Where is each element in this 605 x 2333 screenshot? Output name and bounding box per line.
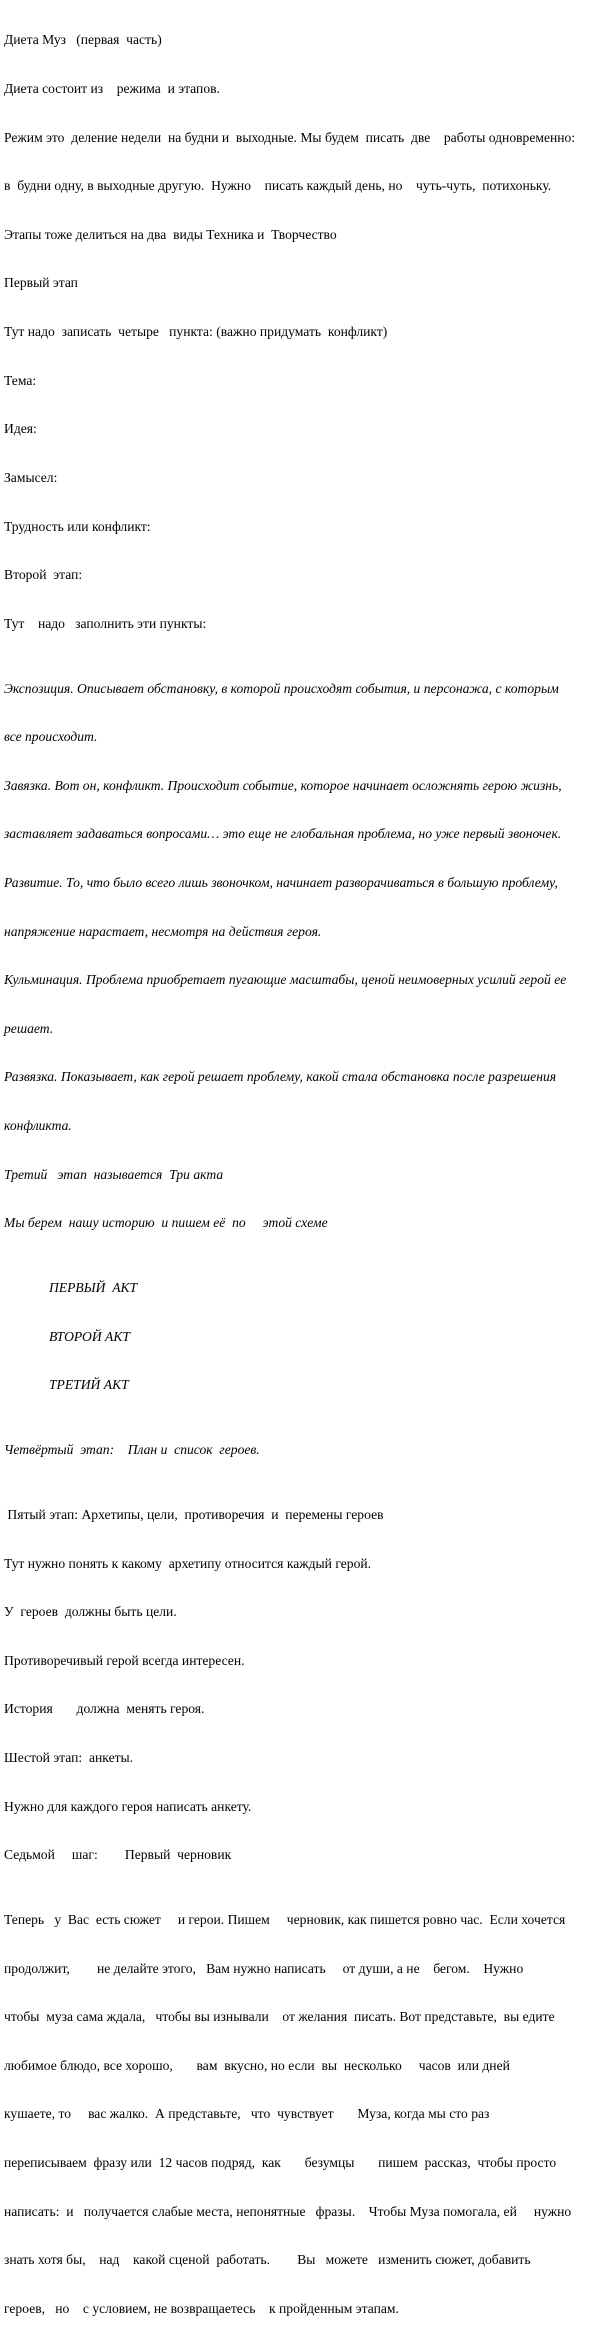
- act-two: ВТОРОЙ АКТ: [49, 1328, 130, 1344]
- italic-line: все происходит.: [4, 729, 98, 745]
- document-page: [4, 0, 602, 2333]
- paragraph-line: знать хотя бы, над какой сценой работать. Вы можете изменить сюжет, добавить: [4, 2252, 531, 2268]
- italic-line: Третий этап называется Три акта: [4, 1166, 224, 1182]
- stage-four-line: Четвёртый этап: План и список героев.: [4, 1442, 260, 1458]
- act-one: ПЕРВЫЙ АКТ: [49, 1280, 138, 1296]
- italic-line: решает.: [4, 1020, 54, 1036]
- text-line: Тут нужно понять к какому архетипу относится каждый герой.: [4, 1555, 372, 1571]
- italic-line: напряжение нарастает, несмотря на действия героя.: [4, 923, 322, 939]
- text-line: Седьмой шаг: Первый черновик: [4, 1847, 232, 1863]
- paragraph-line: любимое блюдо, все хорошо, вам вкусно, но если вы несколько часов или дней: [4, 2057, 510, 2073]
- doc-title: Диета Муз (первая часть): [4, 32, 162, 48]
- paragraph-line: переписываем фразу или 12 часов подряд, как безумцы пишем рассказ, чтобы просто: [4, 2155, 557, 2171]
- field-label: Трудность или конфликт:: [4, 518, 151, 534]
- paragraph-line: продолжит, не делайте этого, Вам нужно написать от души, а не бегом. Нужно: [4, 1960, 524, 1976]
- paragraph-line: написать: и получается слабые места, непонятные фразы. Чтобы Муза помогала, ей нужно: [4, 2203, 572, 2219]
- text-line: Противоречивый герой всегда интересен.: [4, 1652, 245, 1668]
- text-line: Пятый этап: Архетипы, цели, противоречия и перемены героев: [4, 1506, 384, 1522]
- text-line: Диета состоит из режима и этапов.: [4, 81, 220, 97]
- italic-line: конфликта.: [4, 1118, 72, 1134]
- italic-line: заставляет задаваться вопросами… это еще не глобальная проблема, но уже первый звоночек.: [4, 826, 562, 842]
- text-line: Нужно для каждого героя написать анкету.: [4, 1798, 252, 1814]
- text-line: У героев должны быть цели.: [4, 1604, 177, 1620]
- paragraph-line: героев, но с условием, не возвращаетесь к пройденным этапам.: [4, 2300, 399, 2316]
- italic-line: Развитие. То, что было всего лишь звоночком, начинает разворачиваться в большую проблему,: [4, 874, 558, 890]
- text-line: История должна менять героя.: [4, 1701, 205, 1717]
- text-line: Тут надо заполнить эти пункты:: [4, 615, 207, 631]
- italic-line: Кульминация. Проблема приобретает пугающие масштабы, ценой неимоверных усилий герой ее: [4, 972, 567, 988]
- paragraph-line: кушаете, то вас жалко. А представьте, что чувствует Муза, когда мы сто раз: [4, 2106, 490, 2122]
- text-line: Шестой этап: анкеты.: [4, 1749, 134, 1765]
- italic-line: Экспозиция. Описывает обстановку, в которой происходят события, и персонажа, с которым: [4, 680, 559, 696]
- text-line: в будни одну, в выходные другую. Нужно писать каждый день, но чуть-чуть, потихоньку.: [4, 178, 552, 194]
- paragraph-line: Теперь у Вас есть сюжет и герои. Пишем черновик, как пишется ровно час. Если хочется: [4, 1911, 566, 1927]
- section-heading: Второй этап:: [4, 567, 83, 583]
- paragraph-line: чтобы муза сама ждала, чтобы вы изнывали от желания писать. Вот представьте, вы едите: [4, 2009, 555, 2025]
- field-label: Идея:: [4, 421, 37, 437]
- section-heading: Первый этап: [4, 275, 78, 291]
- text-line: Режим это деление недели на будни и выходные. Мы будем писать две работы одновременно:: [4, 129, 576, 145]
- text-line: Тут надо записать четыре пункта: (важно придумать конфликт): [4, 324, 388, 340]
- field-label: Замысел:: [4, 469, 58, 485]
- act-three: ТРЕТИЙ АКТ: [49, 1377, 129, 1393]
- italic-line: Развязка. Показывает, как герой решает проблему, какой стала обстановка после разрешения: [4, 1069, 557, 1085]
- italic-line: Завязка. Вот он, конфликт. Происходит событие, которое начинает осложнять герою жизнь,: [4, 777, 562, 793]
- text-line: Этапы тоже делиться на два виды Техника и Творчество: [4, 226, 337, 242]
- field-label: Тема:: [4, 372, 37, 388]
- italic-line: Мы берем нашу историю и пишем её по этой схеме: [4, 1215, 328, 1231]
